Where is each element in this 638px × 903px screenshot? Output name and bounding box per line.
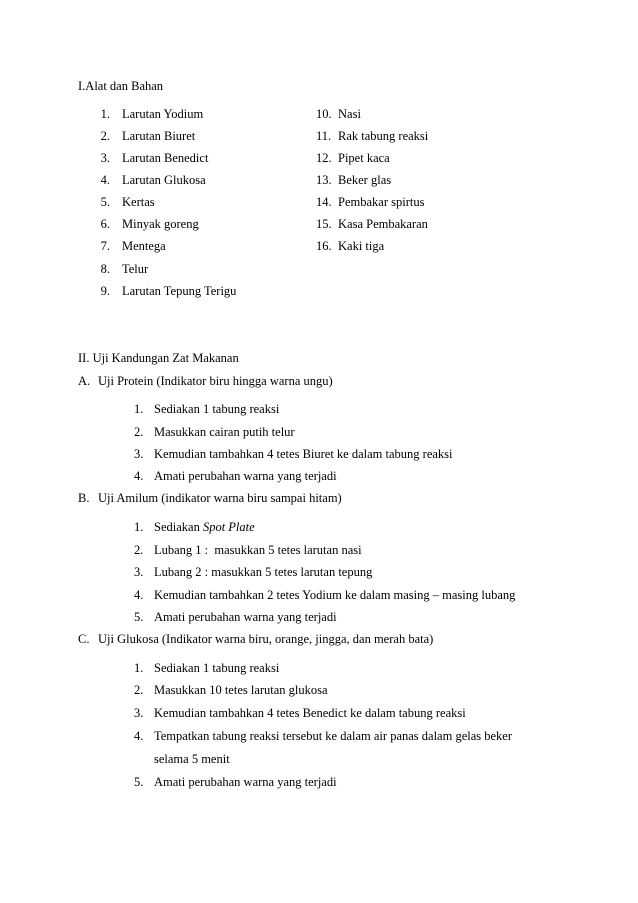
list-item: Pembakar spirtus [338, 195, 425, 209]
list-item: Larutan Biuret [122, 129, 196, 143]
list-item-number: 1. [100, 107, 110, 121]
list-item-number: 11. [316, 129, 332, 143]
step-text: Sediakan 1 tabung reaksi [154, 661, 280, 675]
list-item-number: 4. [100, 173, 110, 187]
section-1-title: I.Alat dan Bahan [78, 79, 164, 93]
list-item-number: 8. [100, 262, 110, 276]
step-text: Amati perubahan warna yang terjadi [154, 610, 337, 624]
list-item-number: 14. [316, 195, 332, 209]
list-item: Beker glas [338, 173, 392, 187]
subsection-title: Uji Amilum (indikator warna biru sampai hitam) [98, 491, 342, 505]
list-item-number: 16. [316, 239, 332, 253]
step-number: 1. [134, 402, 144, 416]
step-text [154, 519, 255, 535]
step-number: 3. [134, 565, 144, 579]
list-item-number: 13. [316, 173, 332, 187]
step-text-italic: Spot Plate [202, 520, 255, 534]
list-item: Larutan Benedict [122, 151, 209, 165]
step-number: 2. [134, 425, 144, 439]
subsection-letter: A. [78, 374, 91, 388]
list-item: Kertas [122, 195, 155, 209]
list-item-number: 7. [100, 239, 110, 253]
step-number: 5. [134, 610, 144, 624]
subsection-title: Uji Glukosa (Indikator warna biru, orange, jingga, dan merah bata) [98, 632, 434, 646]
section-2-title: II. Uji Kandungan Zat Makanan [78, 351, 239, 365]
step-text: Kemudian tambahkan 2 tetes Yodium ke dalam masing – masing lubang [154, 588, 516, 602]
list-item: Nasi [338, 107, 361, 121]
step-number: 4. [134, 588, 144, 602]
step-text: Masukkan 10 tetes larutan glukosa [154, 683, 328, 697]
list-item-number: 9. [100, 284, 110, 298]
list-item-number: 15. [316, 217, 332, 231]
list-item: Rak tabung reaksi [338, 129, 429, 143]
step-text: Amati perubahan warna yang terjadi [154, 469, 337, 483]
step-number: 4. [134, 469, 144, 483]
list-item: Larutan Tepung Terigu [122, 284, 237, 298]
list-item-number: 6. [100, 217, 110, 231]
list-item-number: 3. [100, 151, 110, 165]
step-number: 2. [134, 543, 144, 557]
subsection-letter: B. [78, 491, 90, 505]
step-number: 1. [134, 661, 144, 675]
list-item-number: 2. [100, 129, 110, 143]
list-item: Kasa Pembakaran [338, 217, 428, 231]
list-item: Larutan Glukosa [122, 173, 206, 187]
step-number: 1. [134, 520, 144, 534]
list-item: Minyak goreng [122, 217, 199, 231]
step-text: Masukkan cairan putih telur [154, 425, 295, 439]
step-text: Sediakan 1 tabung reaksi [154, 402, 280, 416]
step-text-continuation: selama 5 menit [154, 752, 230, 766]
step-number: 3. [134, 447, 144, 461]
step-text: Lubang 1 : masukkan 5 tetes larutan nasi [154, 543, 362, 557]
step-text: Tempatkan tabung reaksi tersebut ke dalam air panas dalam gelas beker [154, 729, 513, 743]
step-text: Lubang 2 : masukkan 5 tetes larutan tepung [154, 565, 373, 579]
list-item: Pipet kaca [338, 151, 390, 165]
step-number: 2. [134, 683, 144, 697]
step-text: Kemudian tambahkan 4 tetes Benedict ke dalam tabung reaksi [154, 706, 466, 720]
step-number: 5. [134, 775, 144, 789]
subsection-title: Uji Protein (Indikator biru hingga warna ungu) [98, 374, 333, 388]
list-item-number: 10. [316, 107, 332, 121]
step-number: 3. [134, 706, 144, 720]
list-item: Telur [122, 262, 149, 276]
step-text: Kemudian tambahkan 4 tetes Biuret ke dalam tabung reaksi [154, 447, 453, 461]
list-item: Larutan Yodium [122, 107, 204, 121]
step-text: Amati perubahan warna yang terjadi [154, 775, 337, 789]
list-item: Kaki tiga [338, 239, 385, 253]
list-item: Mentega [122, 239, 166, 253]
step-number: 4. [134, 729, 144, 743]
list-item-number: 5. [100, 195, 110, 209]
step-text-plain: Sediakan [154, 520, 203, 534]
subsection-letter: C. [78, 632, 90, 646]
list-item-number: 12. [316, 151, 332, 165]
